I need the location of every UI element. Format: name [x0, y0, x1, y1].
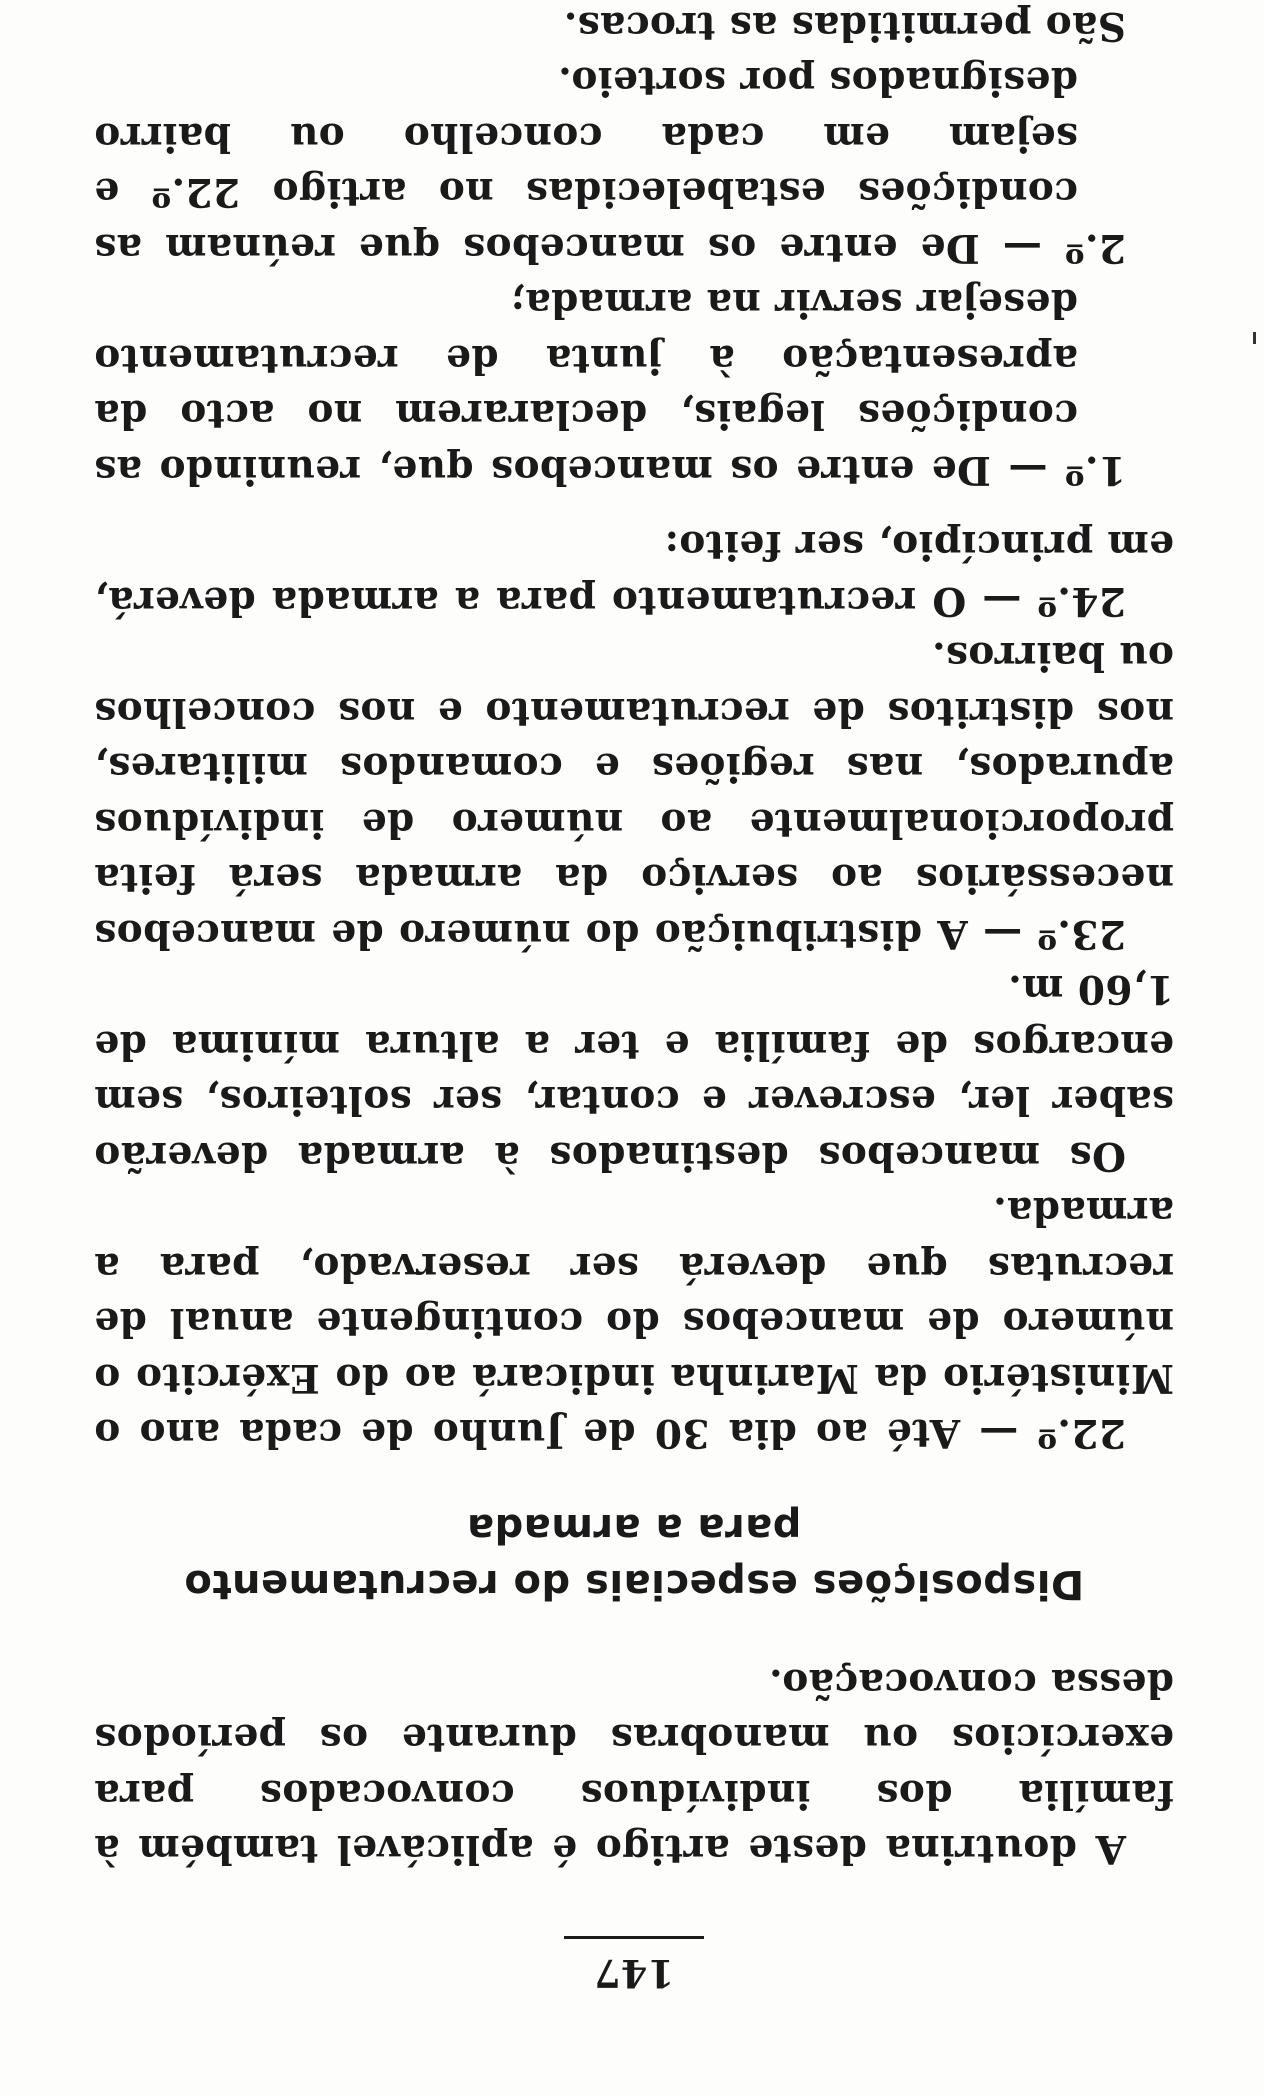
- article-24: 24.º — O recrutamento para a armada deverá, em princípio, ser feito:: [94, 522, 1174, 624]
- page-content: [94, 0, 1174, 2001]
- article-24-trocas: São permitidas as trocas.: [563, 3, 1126, 49]
- section-title: [94, 1501, 1174, 1613]
- header-rule: [564, 1937, 704, 1940]
- article-23: 23.º — A distribuição do número de mancebos necessários ao serviço da armada será feita proporcionalmente ao número de indivíduos apurados, nas regiões e comandos militares, nos distritos de recrutamento e nos concelhos ou bairros.: [94, 633, 1174, 957]
- section-title-line-2: para a armada: [466, 1505, 802, 1552]
- spacer: [94, 497, 1174, 517]
- section-title-line-1: Disposições especiais do recrutamento: [183, 1561, 1085, 1608]
- article-22: 22.º — Até ao dia 30 de Junho de cada ano o Ministério da Marinha indicará ao do Exército o número de mancebos do contingente anual de recrutas que deverá ser reservado, para a armada.: [94, 1188, 1174, 1457]
- scan-mark: [1253, 332, 1256, 344]
- page-number: 147: [593, 1951, 675, 1996]
- article-24-item-1: 1.º — De entre os mancebos que, reunindo as condições legais, declararem no acto da apresentação à junta de recrutamento desejar servir na armada;: [94, 280, 1126, 493]
- article-22-paragraph-2: Os mancebos destinados à armada deverão saber ler, escrever e contar, ser solteiros, sem encargos de família e ter a altura mínima de 1,60 m.: [94, 966, 1174, 1179]
- article-24-item-2: 2.º — De entre os mancebos que reúnam as condições estabelecidas no artigo 22.º e sejam em cada concelho ou bairro designados por sorteio.: [94, 58, 1126, 271]
- intro-paragraph: A doutrina deste artigo é aplicável também à família dos indivíduos convocados para exercícios ou manobras durante os períodos dessa convocação.: [94, 1660, 1174, 1873]
